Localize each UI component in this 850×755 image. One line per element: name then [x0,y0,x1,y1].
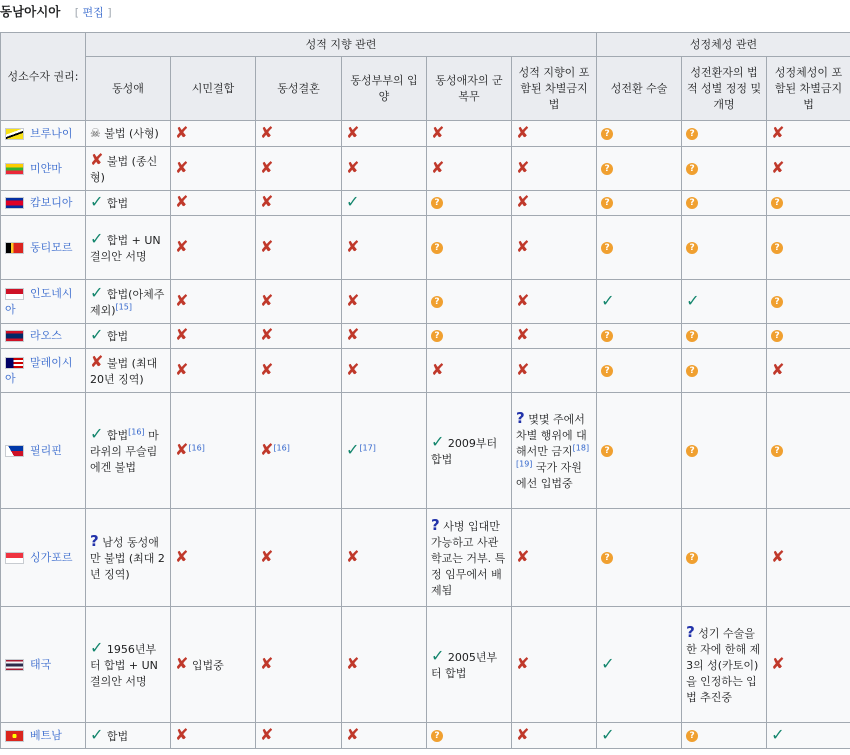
table-row [1,324,850,349]
question-icon: ? [601,365,613,377]
status-cell [427,607,512,723]
question-icon: ? [601,445,613,457]
status-cell [256,349,342,393]
cross-icon: ✘ [260,157,274,177]
country-link[interactable]: 미얀마 [30,161,62,175]
status-cell [512,723,597,749]
country-link[interactable]: 캄보디아 [30,196,73,209]
cross-icon: ✘ [260,724,274,744]
status-cell [597,324,682,349]
rights-header: 성소수자 권리: [1,33,86,121]
column-header: 성전환자의 법적 성별 정정 및 개명 [682,57,767,121]
status-cell [682,147,767,191]
table-row [1,723,850,749]
cross-icon: ✘ [346,546,360,566]
cell-text: 성기 수술을 한 자에 한해 제3의 성(카토이)을 인정하는 입법 추진중 [686,626,761,704]
question-icon: ? [431,296,443,308]
cross-icon: ✘ [260,359,274,379]
status-cell [86,607,171,723]
cross-icon: ✘ [346,290,360,310]
status-cell [342,191,427,216]
cell-text: 합법 [106,729,129,743]
flag-icon [5,128,24,140]
status-cell [171,280,256,324]
status-cell [682,393,767,509]
status-cell [682,216,767,280]
status-cell [342,147,427,191]
status-cell [512,509,597,607]
cross-icon: ✘ [346,325,360,344]
check-icon: ✓ [771,724,785,744]
status-cell [682,121,767,147]
cross-icon: ✘ [175,122,189,142]
country-link[interactable]: 싱가포르 [30,550,73,564]
cross-icon: ✘ [260,236,274,256]
status-cell [427,147,512,191]
cross-icon: ✘ [771,546,785,566]
cell-text: 합법 + UN 결의안 서명 [90,233,161,263]
status-cell [512,607,597,723]
status-cell [342,121,427,147]
country-cell [1,121,86,147]
status-cell [86,121,171,147]
country-cell [1,393,86,509]
status-cell [342,349,427,393]
status-cell [767,147,850,191]
cross-icon: ✘ [516,192,530,211]
status-cell [342,280,427,324]
cell-text: 사병 입대만 가능하고 사관학교는 거부. 특정 임무에서 배제됨 [431,519,506,597]
status-cell [512,216,597,280]
status-cell [86,393,171,509]
status-cell [342,723,427,749]
question-icon: ? [686,365,698,377]
flag-icon [5,552,24,564]
cell-text: 2005년부터 합법 [431,650,498,680]
question-icon: ? [431,197,443,209]
status-cell [597,121,682,147]
cross-icon: ✘ [175,325,189,344]
cross-icon: ✘ [346,724,360,744]
check-icon: ✓ [346,439,360,459]
cell-text: 합법 [106,330,129,343]
status-cell [256,191,342,216]
status-cell [767,723,850,749]
cell-text: 합법 [106,197,129,210]
status-cell [427,121,512,147]
question-icon: ? [601,163,613,175]
question-icon: ? [771,296,783,308]
table-row [1,280,850,324]
cross-icon: ✘ [175,546,189,566]
orientation-group-header: 성적 지향 관련 [86,33,597,57]
table-row [1,349,850,393]
cross-icon: ✘ [516,236,530,256]
status-cell [86,349,171,393]
section-heading [0,0,112,24]
cross-icon: ✘ [175,439,189,459]
flag-icon [5,197,24,209]
status-cell [767,191,850,216]
check-icon: ✓ [686,290,700,310]
status-cell [512,147,597,191]
status-cell [682,607,767,723]
table-row [1,147,850,191]
status-cell [86,324,171,349]
status-cell [86,509,171,607]
check-icon: ✓ [90,423,104,443]
flag-icon [5,242,24,254]
status-cell [256,723,342,749]
check-icon: ✓ [346,192,360,211]
cross-icon: ✘ [346,359,360,379]
status-cell [171,216,256,280]
status-cell [342,509,427,607]
status-cell [512,393,597,509]
cross-icon: ✘ [90,149,104,169]
flag-icon [5,659,24,671]
cross-icon: ✘ [771,122,785,142]
country-link[interactable]: 베트남 [30,728,62,742]
cell-text: 남성 동성애만 불법 (최대 2년 징역) [90,535,165,581]
reference-link[interactable]: [17] [359,442,376,452]
cross-icon: ✘ [516,157,530,177]
cross-icon: ✘ [260,290,274,310]
cell-text: 입법중 [191,658,224,672]
check-icon: ✓ [431,645,445,665]
status-cell [682,509,767,607]
status-cell [767,607,850,723]
column-header: 시민결합 [171,57,256,121]
status-cell [171,349,256,393]
status-cell [767,121,850,147]
cross-icon: ✘ [771,157,785,177]
status-cell [597,280,682,324]
cross-icon: ✘ [175,192,189,211]
status-cell [171,723,256,749]
question-icon: ? [431,730,443,742]
cross-icon: ✘ [516,290,530,310]
status-cell [597,607,682,723]
status-cell [767,349,850,393]
reference-link[interactable]: [16] [188,442,205,452]
cross-icon: ✘ [346,157,360,177]
cross-icon: ✘ [260,192,274,211]
question-icon: ? [431,242,443,254]
reference-link[interactable]: [16] [273,442,290,452]
identity-group-header: 성정체성 관련 [597,33,850,57]
question-icon: ? [771,330,783,342]
country-cell [1,349,86,393]
status-cell [597,349,682,393]
cross-icon: ✘ [260,122,274,142]
status-cell [512,324,597,349]
cell-text: 합법 [106,428,129,442]
unknown-icon: ? [686,622,695,641]
status-cell [767,509,850,607]
cross-icon: ✘ [175,653,189,673]
cell-text: 불법 (최대 20년 징역) [90,356,158,386]
unknown-icon: ? [90,531,99,550]
column-header: 성전환 수술 [597,57,682,121]
status-cell [427,191,512,216]
country-link[interactable]: 라오스 [30,329,62,342]
question-icon: ? [601,242,613,254]
status-cell [597,509,682,607]
country-link[interactable]: 동티모르 [30,240,73,254]
reference-link[interactable]: [15] [115,301,132,311]
flag-icon [5,445,24,457]
check-icon: ✓ [601,724,615,744]
table-row [1,191,850,216]
country-cell [1,191,86,216]
status-cell [767,216,850,280]
cell-text: 2009부터 합법 [431,436,498,466]
status-cell [682,723,767,749]
status-cell [427,723,512,749]
status-cell [512,121,597,147]
status-cell [512,280,597,324]
status-cell [682,280,767,324]
status-cell [597,723,682,749]
column-header: 동성애자의 군복무 [427,57,512,121]
status-cell [86,191,171,216]
status-cell [682,191,767,216]
cross-icon: ✘ [346,653,360,673]
question-icon: ? [686,242,698,254]
table-row [1,607,850,723]
cross-icon: ✘ [431,359,445,379]
lgbt-rights-table [0,32,850,749]
reference-link[interactable]: [18][19] [516,442,590,468]
status-cell [171,121,256,147]
country-cell [1,509,86,607]
status-cell [86,216,171,280]
status-cell [427,393,512,509]
status-cell [171,607,256,723]
cell-text: 불법 (사형) [104,127,159,140]
status-cell [342,216,427,280]
section-title: 동남아시아 [0,4,61,19]
reference-link[interactable]: [16] [128,426,145,436]
cross-icon: ✘ [516,546,530,566]
country-cell [1,324,86,349]
cross-icon: ✘ [431,157,445,177]
unknown-icon: ? [516,408,525,427]
status-cell [597,147,682,191]
cross-icon: ✘ [771,359,785,379]
column-header: 성정체성이 포함된 차별금지법 [767,57,850,121]
cross-icon: ✘ [516,359,530,379]
status-cell [171,324,256,349]
cell-text: 불법 (종신형) [90,154,158,184]
question-icon: ? [686,197,698,209]
cross-icon: ✘ [90,351,104,371]
country-link[interactable]: 브루나이 [30,126,73,140]
status-cell [512,191,597,216]
cell-text: 1956년부터 합법 + UN 결의안 서명 [90,642,158,688]
column-header: 동성결혼 [256,57,342,121]
status-cell [682,324,767,349]
status-cell [256,121,342,147]
question-icon: ? [686,330,698,342]
column-header: 동성애 [86,57,171,121]
cross-icon: ✘ [175,724,189,744]
check-icon: ✓ [90,637,104,657]
question-icon: ? [601,128,613,140]
cell-text: 몇몇 주에서 차별 행위에 대해서만 금지 [516,412,587,458]
status-cell [427,349,512,393]
cross-icon: ✘ [260,325,274,344]
unknown-icon: ? [431,515,440,534]
cell-text: 합법(아체주 제외) [90,287,165,317]
status-cell [86,723,171,749]
status-cell [682,349,767,393]
table-row [1,216,850,280]
edit-link[interactable]: 편집 [82,6,104,19]
question-icon: ? [686,128,698,140]
country-cell [1,216,86,280]
table-row [1,393,850,509]
flag-icon [5,288,24,300]
flag-icon [5,163,24,175]
country-cell [1,280,86,324]
check-icon: ✓ [90,228,104,248]
question-icon: ? [686,552,698,564]
cross-icon: ✘ [516,724,530,744]
country-cell [1,147,86,191]
question-icon: ? [601,552,613,564]
status-cell [427,324,512,349]
status-cell [256,324,342,349]
table-row [1,509,850,607]
question-icon: ? [771,242,783,254]
table-row [1,121,850,147]
question-icon: ? [771,197,783,209]
status-cell [427,509,512,607]
question-icon: ? [686,445,698,457]
question-icon: ? [601,330,613,342]
status-cell [256,393,342,509]
question-icon: ? [686,730,698,742]
column-header: 동성부부의 입양 [342,57,427,121]
status-cell [171,509,256,607]
status-cell [256,509,342,607]
country-cell [1,723,86,749]
status-cell [342,607,427,723]
status-cell [171,147,256,191]
question-icon: ? [771,445,783,457]
status-cell [342,393,427,509]
status-cell [256,147,342,191]
cross-icon: ✘ [175,157,189,177]
cross-icon: ✘ [175,236,189,256]
status-cell [256,216,342,280]
country-link[interactable]: 태국 [30,657,52,671]
cross-icon: ✘ [431,122,445,142]
status-cell [171,191,256,216]
column-header: 성적 지향이 포함된 차별금지법 [512,57,597,121]
cross-icon: ✘ [346,236,360,256]
status-cell [342,324,427,349]
question-icon: ? [601,197,613,209]
status-cell [597,191,682,216]
cross-icon: ✘ [175,290,189,310]
status-cell [427,280,512,324]
status-cell [597,216,682,280]
cross-icon: ✘ [175,359,189,379]
country-link[interactable]: 필리핀 [30,443,62,457]
cross-icon: ✘ [516,325,530,344]
status-cell [256,280,342,324]
country-cell [1,607,86,723]
status-cell [427,216,512,280]
question-icon: ? [686,163,698,175]
flag-icon [5,330,24,342]
status-cell [256,607,342,723]
cross-icon: ✘ [260,546,274,566]
check-icon: ✓ [431,431,445,451]
status-cell [767,324,850,349]
check-icon: ✓ [90,724,104,744]
cross-icon: ✘ [516,122,530,142]
status-cell [767,393,850,509]
cross-icon: ✘ [260,439,274,459]
check-icon: ✓ [601,290,615,310]
status-cell [86,147,171,191]
status-cell [597,393,682,509]
flag-icon [5,357,24,369]
status-cell [171,393,256,509]
skull-icon: ☠ [90,126,101,140]
status-cell [512,349,597,393]
cross-icon: ✘ [516,653,530,673]
question-icon: ? [431,330,443,342]
cell-text: 마라위의 무슬림에겐 불법 [90,428,159,474]
check-icon: ✓ [90,192,104,211]
check-icon: ✓ [90,282,104,302]
cross-icon: ✘ [260,653,274,673]
check-icon: ✓ [601,653,615,673]
cell-text: 국가 자원에선 입법중 [516,460,582,490]
cross-icon: ✘ [771,653,785,673]
status-cell [86,280,171,324]
flag-icon [5,730,24,742]
edit-section: [ 편집 ] [74,6,112,19]
check-icon: ✓ [90,325,104,344]
country-link[interactable]: 말레이시아 [5,355,73,385]
status-cell [767,280,850,324]
country-link[interactable]: 인도네시아 [5,286,73,316]
cross-icon: ✘ [346,122,360,142]
